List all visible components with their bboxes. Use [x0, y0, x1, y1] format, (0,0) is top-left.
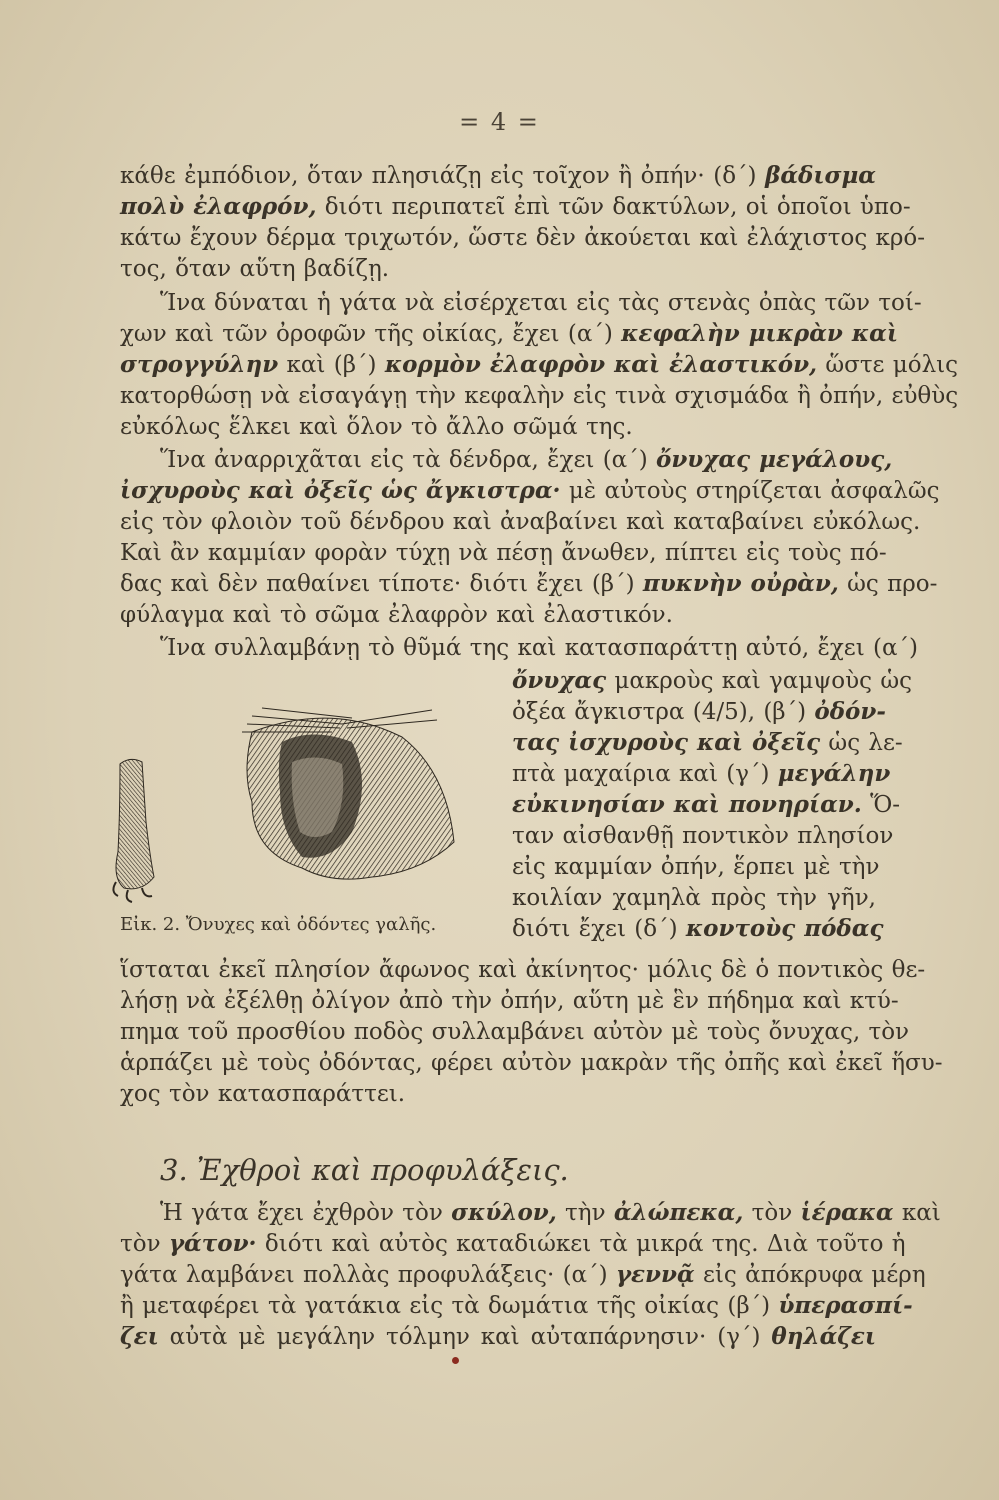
emphasized-text: ἰσχυροὺς καὶ ὀξεῖς ὡς ἄγκιστρα·: [120, 477, 561, 504]
emphasized-text: κορμὸν ἐλαφρὸν καὶ ἐλαστικόν,: [384, 351, 818, 378]
text-line: [120, 600, 876, 630]
text-run: εἰς ἀπόκρυφα μέρη: [694, 1262, 926, 1288]
text-run: ὥστε μόλις: [817, 352, 959, 378]
text-run: εἰς καμμίαν ὀπήν, ἕρπει μὲ τὴν: [512, 854, 880, 880]
text-run: καὶ: [893, 1200, 941, 1226]
text-line: [160, 1198, 941, 1228]
text-run: κάτω ἔχουν δέρμα τριχωτόν, ὥστε δὲν ἀκούεται καὶ ἐλάχιστος κρό-: [120, 225, 926, 251]
text-line: [160, 288, 922, 318]
text-run: μακροὺς καὶ γαμψοὺς ὡς: [606, 668, 912, 694]
text-line: [120, 538, 887, 568]
cat-head-drawing: [242, 708, 454, 879]
text-run: τος, ὅταν αὕτη βαδίζῃ.: [120, 256, 390, 282]
text-run: Καὶ ἂν καμμίαν φορὰν τύχῃ νὰ πέσῃ ἄνωθεν, πίπτει εἰς τοὺς πό-: [120, 540, 887, 566]
text-line: [120, 319, 898, 349]
text-line: [120, 1291, 913, 1321]
text-run: εὐκόλως ἕλκει καὶ ὅλον τὸ ἄλλο σῶμά της.: [120, 414, 633, 440]
text-run: ὡς λε-: [820, 730, 903, 756]
cat-paw-drawing: [113, 759, 154, 902]
text-run: πτὰ μαχαίρια καὶ (γ΄): [512, 761, 778, 787]
text-line: [512, 852, 880, 882]
text-line: [160, 633, 919, 663]
text-run: ὀξέα ἄγκιστρα (4/5), (β΄): [512, 699, 815, 725]
emphasized-text: πυκνὴν οὐρὰν,: [642, 570, 839, 597]
text-run: διότι περιπατεῖ ἐπὶ τῶν δακτύλων, οἱ ὁποῖοι ὑπο-: [316, 194, 911, 220]
text-run: πημα τοῦ προσθίου ποδὸς συλλαμβάνει αὐτὸν μὲ τοὺς ὄνυχας, τὸν: [120, 1019, 910, 1045]
text-line: [120, 1079, 876, 1109]
text-line: [120, 1322, 876, 1352]
section-title: 3. Ἐχθροὶ καὶ προφυλάξεις.: [160, 1153, 569, 1187]
text-run: καὶ (β΄): [278, 352, 385, 378]
text-run: ἵσταται ἐκεῖ πλησίον ἄφωνος καὶ ἀκίνητος· μόλις δὲ ὁ ποντικὸς θε-: [120, 957, 926, 983]
text-run: τὴν: [556, 1200, 614, 1226]
text-run: ταν αἰσθανθῇ ποντικὸν πλησίον: [512, 823, 894, 849]
figure-caption: Εἰκ. 2. Ὄνυχες καὶ ὀδόντες γαλῆς.: [120, 914, 437, 935]
text-line: [512, 790, 901, 820]
text-run: Ὅ-: [861, 792, 901, 818]
text-line: [120, 507, 921, 537]
emphasized-text: ὄνυχας μεγάλους,: [656, 446, 893, 473]
emphasized-text: ἀλώπεκα,: [613, 1199, 744, 1226]
text-line: [120, 1260, 926, 1290]
text-line: [120, 1048, 943, 1078]
text-line: [120, 569, 938, 599]
text-line: [120, 955, 926, 985]
text-line: [120, 986, 899, 1016]
text-run: ἁρπάζει μὲ τοὺς ὀδόντας, φέρει αὐτὸν μακρὰν τῆς ὀπῆς καὶ ἐκεῖ ἥσυ-: [120, 1050, 943, 1076]
text-run: λήσῃ νὰ ἐξέλθῃ ὀλίγον ἀπὸ τὴν ὀπήν, αὕτη μὲ ἓν πήδημα καὶ κτύ-: [120, 988, 899, 1014]
emphasized-text: ὀδόν-: [814, 698, 886, 725]
text-run: Ἵνα συλλαμβάνῃ τὸ θῦμά της καὶ κατασπαράττῃ αὐτό, ἔχει (α΄): [160, 635, 919, 661]
text-run: κατορθώσῃ νὰ εἰσαγάγῃ τὴν κεφαλὴν εἰς τινὰ σχισμάδα ἢ ὀπήν, εὐθὺς: [120, 383, 959, 409]
text-run: αὐτὰ μὲ μεγάλην τόλμην καὶ αὐταπάρνησιν· (γ΄): [158, 1324, 772, 1350]
text-run: διότι ἔχει (δ΄): [512, 916, 686, 942]
text-line: [120, 412, 876, 442]
text-line: [120, 192, 911, 222]
text-line: [160, 445, 893, 475]
text-run: Ἵνα δύναται ἡ γάτα νὰ εἰσέρχεται εἰς τὰς στενὰς ὀπὰς τῶν τοί-: [160, 290, 922, 316]
emphasized-text: κοντοὺς πόδας: [685, 915, 884, 942]
text-line: [120, 476, 940, 506]
ink-spot: [452, 1357, 459, 1364]
text-run: ἢ μεταφέρει τὰ γατάκια εἰς τὰ δωμάτια τῆς οἰκίας (β΄): [120, 1293, 779, 1319]
emphasized-text: γεννᾷ: [615, 1261, 695, 1288]
text-line: [512, 697, 886, 727]
text-run: τὸν: [120, 1231, 169, 1257]
text-run: χος τὸν κατασπαράττει.: [120, 1081, 406, 1107]
text-run: κάθε ἐμπόδιον, ὅταν πλησιάζῃ εἰς τοῖχον ἢ ὀπήν· (δ΄): [120, 163, 766, 189]
text-line: [120, 254, 876, 284]
text-line: [120, 1229, 906, 1259]
emphasized-text: στρογγύλην: [120, 351, 279, 378]
emphasized-text: τας ἰσχυροὺς καὶ ὀξεῖς: [512, 729, 821, 756]
text-line: [120, 161, 876, 191]
text-run: ὡς προ-: [838, 571, 938, 597]
emphasized-text: σκύλον,: [451, 1199, 557, 1226]
emphasized-text: γάτον·: [168, 1230, 257, 1257]
text-line: [120, 223, 926, 253]
emphasized-text: βάδισμα: [765, 162, 876, 189]
emphasized-text: ἱέρακα: [800, 1199, 894, 1226]
emphasized-text: κεφαλὴν μικρὰν καὶ: [621, 320, 898, 347]
emphasized-text: ὑπερασπί-: [778, 1292, 913, 1319]
text-line: [512, 821, 894, 851]
text-run: μὲ αὐτοὺς στηρίζεται ἀσφαλῶς: [560, 478, 940, 504]
text-run: φύλαγμα καὶ τὸ σῶμα ἐλαφρὸν καὶ ἐλαστικόν.: [120, 602, 673, 628]
text-run: Ἡ γάτα ἔχει ἐχθρὸν τὸν: [160, 1200, 452, 1226]
text-line: [512, 914, 884, 944]
text-line: [512, 666, 912, 696]
text-line: [120, 350, 959, 380]
text-line: [512, 759, 891, 789]
text-run: δας καὶ δὲν παθαίνει τίποτε· διότι ἔχει (β΄): [120, 571, 643, 597]
text-run: διότι καὶ αὐτὸς καταδιώκει τὰ μικρά της. Διὰ τοῦτο ἡ: [256, 1231, 906, 1257]
text-line: [120, 1017, 910, 1047]
cat-claws-and-teeth-illustration: [102, 692, 482, 932]
page-number: = 4 =: [459, 108, 540, 136]
text-line: [120, 381, 959, 411]
text-line: [512, 728, 903, 758]
text-run: Ἵνα ἀναρριχᾶται εἰς τὰ δένδρα, ἔχει (α΄): [160, 447, 656, 473]
text-run: τὸν: [743, 1200, 801, 1226]
emphasized-text: ζει: [120, 1323, 159, 1350]
text-line: [512, 883, 876, 913]
emphasized-text: εὐκινησίαν καὶ πονηρίαν.: [512, 791, 862, 818]
emphasized-text: ὄνυχας: [512, 667, 607, 694]
emphasized-text: θηλάζει: [771, 1323, 876, 1350]
text-run: κοιλίαν χαμηλὰ πρὸς τὴν γῆν,: [512, 885, 876, 911]
emphasized-text: πολὺ ἐλαφρόν,: [120, 193, 317, 220]
text-run: γάτα λαμβάνει πολλὰς προφυλάξεις· (α΄): [120, 1262, 616, 1288]
emphasized-text: μεγάλην: [777, 760, 891, 787]
text-run: χων καὶ τῶν ὀροφῶν τῆς οἰκίας, ἔχει (α΄): [120, 321, 622, 347]
text-run: εἰς τὸν φλοιὸν τοῦ δένδρου καὶ ἀναβαίνει καὶ καταβαίνει εὐκόλως.: [120, 509, 921, 535]
